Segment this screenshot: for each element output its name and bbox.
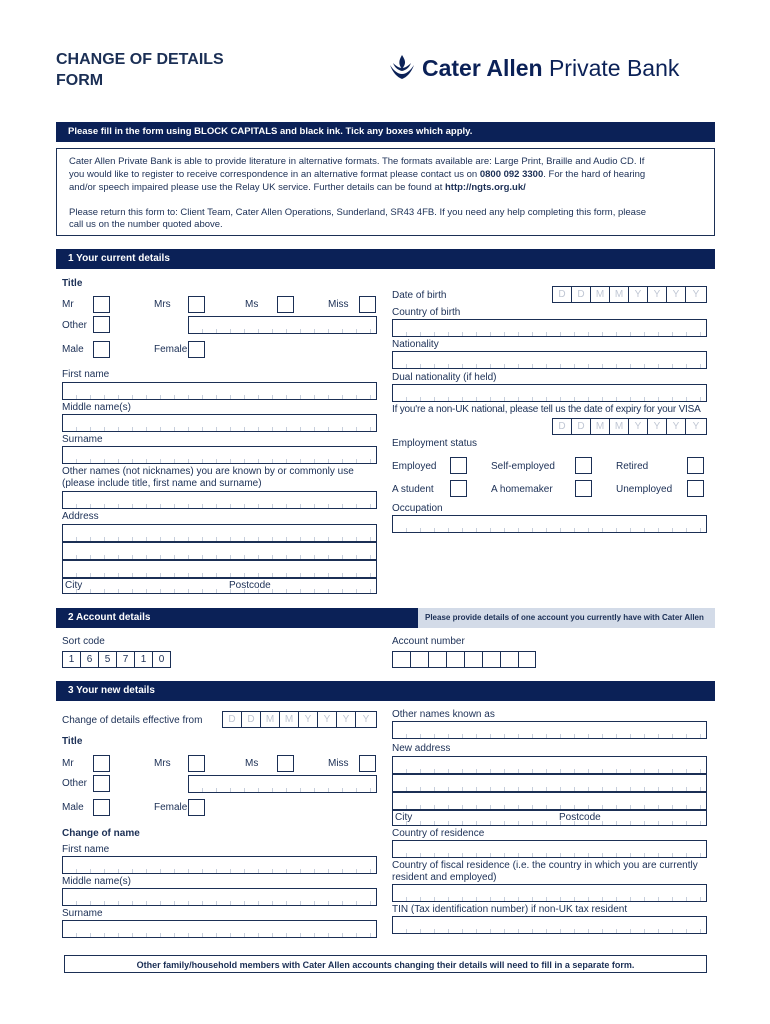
effective-cell[interactable]: Y [317,711,337,728]
effective-from-label: Change of details effective from [62,715,203,726]
unemployed-checkbox[interactable] [687,480,704,497]
postcode-label: Postcode [229,580,271,591]
change-of-name-label: Change of name [62,828,140,839]
new-other-title-label: Other [62,778,88,789]
surname-label: Surname [62,434,103,445]
new-city-postcode-input[interactable] [392,810,707,826]
occupation-label: Occupation [392,503,443,514]
self-employed-checkbox[interactable] [575,457,592,474]
new-other-title-checkbox[interactable] [93,775,110,792]
new-postcode-label: Postcode [559,812,601,823]
relay-link[interactable]: http://ngts.org.uk/ [445,182,526,193]
sort-code-digit[interactable]: 7 [116,651,135,668]
miss-label: Miss [328,299,349,310]
bank-logo [387,52,717,84]
dual-nationality-input[interactable] [392,384,707,402]
footer-note: Other family/household members with Cater Allen accounts changing their details will need to fill in a separate form. [136,960,635,970]
middle-names-label: Middle name(s) [62,402,131,413]
new-mrs-label: Mrs [154,758,171,769]
dob-cells[interactable] [552,286,708,304]
dob-label: Date of birth [392,290,447,301]
new-mrs-checkbox[interactable] [188,755,205,772]
retired-label: Retired [616,461,649,472]
new-address-label: New address [392,743,451,754]
address-line1-input[interactable] [62,524,377,542]
employed-checkbox[interactable] [450,457,467,474]
effective-cell[interactable]: D [222,711,242,728]
other-names-label-line1: Other names (not nicknames) you are known by or commonly use [62,466,354,477]
instructions-banner [56,122,715,142]
new-surname-label: Surname [62,908,103,919]
visa-cell[interactable]: M [609,418,629,435]
middle-names-input[interactable] [62,414,377,432]
other-title-checkbox[interactable] [93,316,110,333]
sort-code-cells[interactable] [62,651,172,669]
city-postcode-input[interactable] [62,578,377,594]
homemaker-label: A homemaker [491,484,553,495]
account-digit[interactable] [410,651,429,668]
sort-code-digit[interactable]: 6 [80,651,99,668]
dob-cell[interactable]: M [609,286,629,303]
new-mr-checkbox[interactable] [93,755,110,772]
first-name-input[interactable] [62,382,377,400]
new-city-label: City [395,812,413,823]
address-line3-input[interactable] [62,560,377,578]
new-ms-checkbox[interactable] [277,755,294,772]
first-name-label: First name [62,369,110,380]
surname-input[interactable] [62,446,377,464]
instructions-para1-line1: Cater Allen Private Bank is able to provide literature in alternative formats. The formats available are: Large Print, Braille and Audio CD. If [69,156,645,167]
visa-cell[interactable]: D [571,418,591,435]
sort-code-digit[interactable]: 1 [62,651,81,668]
logo-text-bold: Cater Allen [422,55,543,81]
visa-cell[interactable]: M [590,418,610,435]
section2-header [56,608,418,628]
fiscal-residence-label-line1: Country of fiscal residence (i.e. the country in which you are currently [392,860,698,871]
title-label: Title [62,278,83,289]
logo-text-light: Private Bank [542,55,680,81]
form-title-line2: FORM [56,72,104,89]
dob-cell[interactable]: Y [666,286,686,303]
section1-title: 1 Your current details [68,253,170,264]
section2-note-bar [418,608,715,628]
form-title-line1: CHANGE OF DETAILS [56,51,224,68]
female-label: Female [154,344,188,355]
employed-label: Employed [392,461,437,472]
new-male-label: Male [62,802,84,813]
account-digit[interactable] [446,651,465,668]
other-names-known-as-input[interactable] [392,721,707,739]
section2-note: Please provide details of one account you currently have with Cater Allen [425,613,704,622]
instructions-para2-line2: call us on the number quoted above. [69,219,223,230]
tin-label: TIN (Tax identification number) if non-UK tax resident [392,904,628,915]
new-first-name-label: First name [62,844,110,855]
phone-number: 0800 092 3300 [479,169,544,180]
visa-cell[interactable]: D [552,418,572,435]
effective-from-cells[interactable] [222,711,378,729]
instructions-para1-line2: you would like to register to receive correspondence in an alternative format please contact us on 0800 092 3300. For the hard of hearing [69,169,646,180]
country-of-residence-input[interactable] [392,840,707,858]
dob-cell[interactable]: Y [628,286,648,303]
nationality-input[interactable] [392,351,707,369]
tin-input[interactable] [392,916,707,934]
homemaker-checkbox[interactable] [575,480,592,497]
mr-label: Mr [62,299,74,310]
flame-logo-icon [387,53,417,83]
footer-note-box [64,955,707,973]
new-middle-names-label: Middle name(s) [62,876,131,887]
visa-cell[interactable]: Y [647,418,667,435]
dob-cell[interactable]: D [552,286,572,303]
new-female-label: Female [154,802,188,813]
country-of-residence-label: Country of residence [392,828,485,839]
effective-cell[interactable]: Y [298,711,318,728]
visa-cell[interactable]: Y [628,418,648,435]
new-surname-input[interactable] [62,920,377,938]
fiscal-residence-input[interactable] [392,884,707,902]
other-names-label-line2: (please include title, first name and surname) [62,478,262,489]
section1-header [56,249,715,269]
account-digit[interactable] [428,651,447,668]
country-of-birth-input[interactable] [392,319,707,337]
occupation-input[interactable] [392,515,707,533]
new-address-line2-input[interactable] [392,774,707,792]
miss-checkbox[interactable] [359,296,376,313]
new-first-name-input[interactable] [62,856,377,874]
new-miss-label: Miss [328,758,349,769]
visa-cell[interactable]: Y [685,418,707,435]
new-title-label: Title [62,736,83,747]
account-digit[interactable] [500,651,519,668]
ms-checkbox[interactable] [277,296,294,313]
sort-code-digit[interactable]: 1 [134,651,153,668]
section3-header [56,681,715,701]
address-line2-input[interactable] [62,542,377,560]
dob-cell[interactable]: Y [685,286,707,303]
account-digit[interactable] [464,651,483,668]
effective-cell[interactable]: Y [336,711,356,728]
self-employed-label: Self-employed [491,461,555,472]
male-label: Male [62,344,84,355]
visa-cell[interactable]: Y [666,418,686,435]
new-middle-names-input[interactable] [62,888,377,906]
account-digit[interactable] [518,651,536,668]
other-names-known-as-label: Other names known as [392,709,495,720]
other-title-input[interactable] [188,316,377,334]
student-label: A student [392,484,434,495]
new-other-title-input[interactable] [188,775,377,793]
nationality-label: Nationality [392,339,439,350]
effective-cell[interactable]: M [260,711,280,728]
dob-cell[interactable]: Y [647,286,667,303]
dual-nationality-label: Dual nationality (if held) [392,372,497,383]
instructions-para2-line1: Please return this form to: Client Team, Cater Allen Operations, Sunderland, SR43 4FB. If you need any help completing this form, please [69,207,646,218]
other-names-input[interactable] [62,491,377,509]
country-of-birth-label: Country of birth [392,307,461,318]
other-title-label: Other [62,320,88,331]
city-label: City [65,580,83,591]
visa-expiry-cells[interactable] [552,418,708,436]
male-checkbox[interactable] [93,341,110,358]
section3-title: 3 Your new details [68,685,155,696]
mrs-label: Mrs [154,299,171,310]
sort-code-digit[interactable]: 5 [98,651,117,668]
effective-cell[interactable]: M [279,711,299,728]
female-checkbox[interactable] [188,341,205,358]
sort-code-digit[interactable]: 0 [152,651,171,668]
new-mr-label: Mr [62,758,74,769]
account-digit[interactable] [482,651,501,668]
mrs-checkbox[interactable] [188,296,205,313]
section2-title: 2 Account details [68,612,151,623]
account-number-cells[interactable] [392,651,536,669]
dob-cell[interactable]: D [571,286,591,303]
new-address-line1-input[interactable] [392,756,707,774]
employment-status-label: Employment status [392,438,478,449]
unemployed-label: Unemployed [616,484,673,495]
ms-label: Ms [245,299,259,310]
sort-code-label: Sort code [62,636,105,647]
instructions-para1-line3: and/or speech impaired please use the Relay UK service. Further details can be found at http://ngts.org.uk/ [69,182,526,193]
student-checkbox[interactable] [450,480,467,497]
new-female-checkbox[interactable] [188,799,205,816]
visa-expiry-label: If you're a non-UK national, please tell us the date of expiry for your VISA [392,404,701,415]
effective-cell[interactable]: Y [355,711,377,728]
dob-cell[interactable]: M [590,286,610,303]
new-male-checkbox[interactable] [93,799,110,816]
account-number-label: Account number [392,636,465,647]
instructions-banner-text: Please fill in the form using BLOCK CAPITALS and black ink. Tick any boxes which apply. [68,126,473,137]
new-address-line3-input[interactable] [392,792,707,810]
instructions-box [56,148,715,236]
new-miss-checkbox[interactable] [359,755,376,772]
fiscal-residence-label-line2: resident and employed) [392,872,497,883]
retired-checkbox[interactable] [687,457,704,474]
address-label: Address [62,511,99,522]
new-ms-label: Ms [245,758,259,769]
mr-checkbox[interactable] [93,296,110,313]
effective-cell[interactable]: D [241,711,261,728]
account-digit[interactable] [392,651,411,668]
